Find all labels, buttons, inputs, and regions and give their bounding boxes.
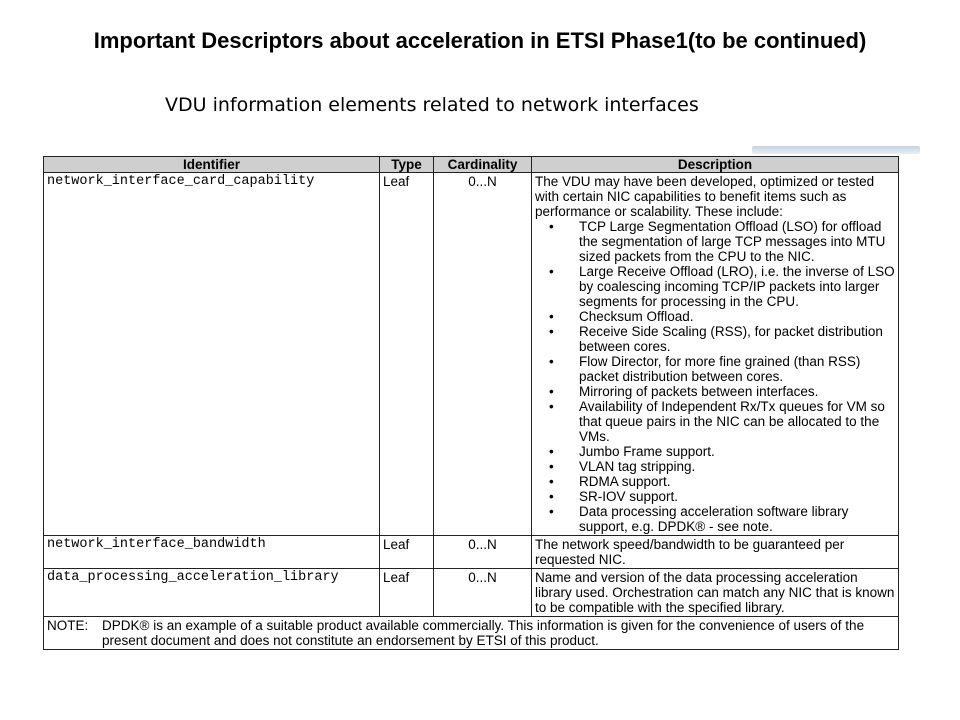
row-identifier: network_interface_card_capability <box>44 173 380 536</box>
list-item: • Large Receive Offload (LRO), i.e. the inverse of LSO by coalescing incoming TCP/IP packets into larger segments for processing in the CPU. <box>549 264 895 309</box>
header-identifier: Identifier <box>44 157 380 173</box>
slide-title: Important Descriptors about acceleration in ETSI Phase1(to be continued) <box>93 28 867 53</box>
row-type: Leaf <box>380 173 434 536</box>
information-elements-table <box>43 156 899 650</box>
note-row <box>44 617 899 650</box>
list-item: • RDMA support. <box>549 474 671 489</box>
table-row <box>44 173 899 536</box>
slide-subtitle: VDU information elements related to network interfaces <box>165 94 699 116</box>
bullet-icon: • <box>549 219 554 234</box>
list-item: • Jumbo Frame support. <box>549 444 715 459</box>
row-type: Leaf <box>380 536 434 569</box>
bullet-icon: • <box>549 384 554 399</box>
row-identifier: data_processing_acceleration_library <box>44 569 380 617</box>
bullet-icon: • <box>549 444 554 459</box>
row-description <box>532 173 899 536</box>
decorative-shadow-bar <box>752 146 920 154</box>
table-row <box>44 536 899 569</box>
note-cell <box>44 617 899 650</box>
bullet-icon: • <box>549 399 554 414</box>
bullet-icon: • <box>549 459 554 474</box>
bullet-icon: • <box>549 504 554 519</box>
note-text: DPDK® is an example of a suitable product available commercially. This information is given for the convenience of users of the present document and does not constitute an endorsement by ETSI of this product. <box>102 618 865 648</box>
list-item: • Flow Director, for more fine grained (than RSS) packet distribution between cores. <box>549 354 861 384</box>
list-item: • TCP Large Segmentation Offload (LSO) for offload the segmentation of large TCP messages into MTU sized packets from the CPU to the NIC. <box>549 219 886 264</box>
bullet-icon: • <box>549 489 554 504</box>
description-intro: The VDU may have been developed, optimized or tested with certain NIC capabilities to benefit items such as performance or scalability. These include: <box>535 174 875 219</box>
list-item: • Checksum Offload. <box>549 309 694 324</box>
list-item: • VLAN tag stripping. <box>549 459 696 474</box>
bullet-icon: • <box>549 474 554 489</box>
row-cardinality: 0...N <box>434 173 532 536</box>
row-description: The network speed/bandwidth to be guaranteed per requested NIC. <box>532 536 899 569</box>
list-item: • Receive Side Scaling (RSS), for packet distribution between cores. <box>549 324 883 354</box>
list-item: • Mirroring of packets between interfaces. <box>549 384 819 399</box>
note-label: NOTE: <box>47 618 89 633</box>
bullet-icon: • <box>549 354 554 369</box>
header-description: Description <box>532 157 899 173</box>
list-item: • Availability of Independent Rx/Tx queues for VM so that queue pairs in the NIC can be allocated to the VMs. <box>549 399 885 444</box>
bullet-icon: • <box>549 324 554 339</box>
row-description: Name and version of the data processing acceleration library used. Orchestration can match any NIC that is known to be compatible with the specified library. <box>532 569 899 617</box>
list-item: • Data processing acceleration software library support, e.g. DPDK® - see note. <box>549 504 849 534</box>
table-row <box>44 569 899 617</box>
row-cardinality: 0...N <box>434 569 532 617</box>
row-type: Leaf <box>380 569 434 617</box>
table-header-row <box>44 157 899 173</box>
row-identifier: network_interface_bandwidth <box>44 536 380 569</box>
row-cardinality: 0...N <box>434 536 532 569</box>
capability-list <box>535 219 895 534</box>
header-cardinality: Cardinality <box>434 157 532 173</box>
list-item: • SR-IOV support. <box>549 489 679 504</box>
bullet-icon: • <box>549 309 554 324</box>
header-type: Type <box>380 157 434 173</box>
bullet-icon: • <box>549 264 554 279</box>
